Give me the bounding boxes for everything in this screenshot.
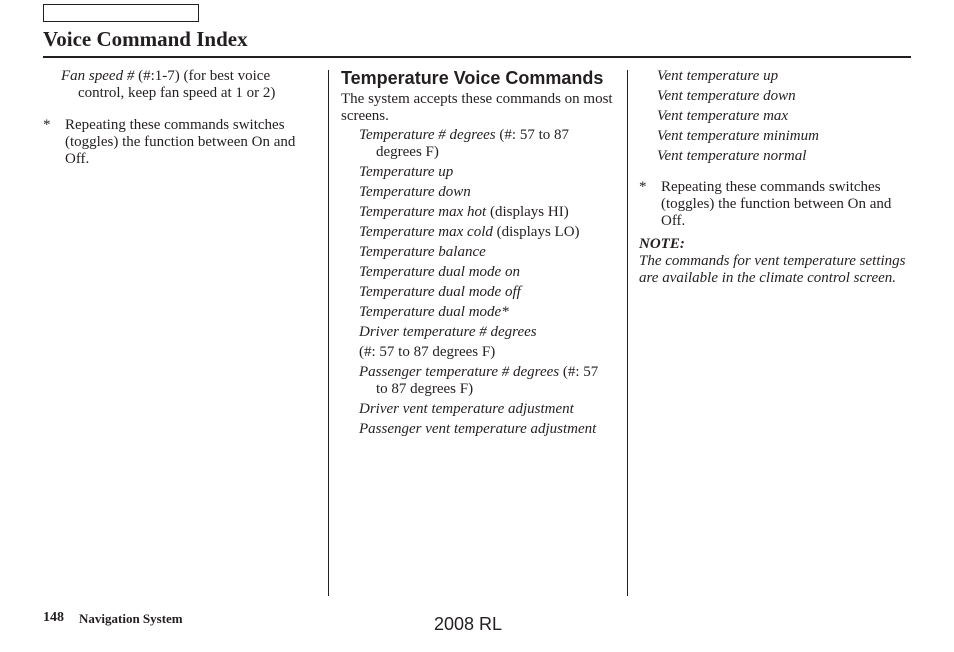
fan-speed-command [43,68,318,102]
title-rule [43,56,911,58]
column-1 [43,68,318,168]
command-text: Temperature dual mode* [359,304,509,320]
section-intro: The system accepts these commands on most screens. [341,91,613,124]
temperature-command-item [341,401,613,418]
fan-speed-note: (#:1-7) (for best voice control, keep fan speed at 1 or 2) [78,68,276,101]
footnote-asterisk: * [639,179,647,195]
temperature-command-item [341,364,613,398]
command-note: (#: 57 to 87 degrees F) [359,344,496,360]
command-text: Driver temperature # degrees [359,324,537,340]
command-text: Driver vent temperature adjustment [359,401,574,417]
vent-command-item: Vent temperature minimum [657,128,819,144]
command-note: (displays LO) [492,224,580,240]
footnote-text: Repeating these commands switches (toggles) the function between On and Off. [661,179,892,229]
temperature-command-item [341,164,613,181]
temperature-command-list [341,127,613,438]
section-heading: Temperature Voice Commands [341,68,604,88]
command-text: Temperature # degrees [359,127,496,143]
command-text: Temperature up [359,164,454,180]
command-text: Temperature dual mode off [359,284,521,300]
command-text: Passenger temperature # degrees [359,364,560,380]
vent-command-item: Vent temperature normal [657,148,807,164]
toggle-footnote-2 [639,179,911,230]
temperature-command-item [341,344,613,361]
note-body: The commands for vent temperature settings are available in the climate control screen. [639,253,906,286]
temperature-command-item [341,224,613,241]
command-text: Passenger vent temperature adjustment [359,421,597,437]
command-text: Temperature dual mode on [359,264,520,280]
temperature-command-item [341,421,613,438]
footnote-asterisk: * [43,117,51,133]
command-note: (#: 57 to 87 degrees F) [376,364,599,397]
column-divider-2 [627,70,628,596]
vent-command-item: Vent temperature down [657,88,796,104]
temperature-command-item [341,264,613,281]
command-note: (displays HI) [486,204,569,220]
column-2 [341,68,613,441]
temperature-command-item [341,127,613,161]
column-3 [639,68,911,287]
temperature-command-item [341,184,613,201]
command-text: Temperature down [359,184,471,200]
temperature-command-item [341,304,613,321]
temperature-command-item [341,204,613,221]
header-tab-box [43,4,199,22]
page-title: Voice Command Index [43,27,248,51]
command-text: Temperature max cold [359,224,493,240]
command-note: (#: 57 to 87 degrees F) [376,127,569,160]
toggle-footnote [43,117,318,168]
fan-speed-command-text: Fan speed # [61,68,135,84]
vent-command-list [639,68,911,165]
column-divider-1 [328,70,329,596]
page-number: 148 [43,610,64,625]
vent-command-item: Vent temperature up [657,68,779,84]
vent-command-item: Vent temperature max [657,108,789,124]
command-text: Temperature max hot [359,204,487,220]
temperature-command-item [341,324,613,341]
temperature-command-item [341,284,613,301]
model-label: 2008 RL [434,614,503,634]
command-text: Temperature balance [359,244,486,260]
footnote-text: Repeating these commands switches (toggles) the function between On and Off. [65,117,296,167]
note-heading: NOTE: [639,236,685,252]
temperature-command-item [341,244,613,261]
footer-label: Navigation System [79,611,183,626]
